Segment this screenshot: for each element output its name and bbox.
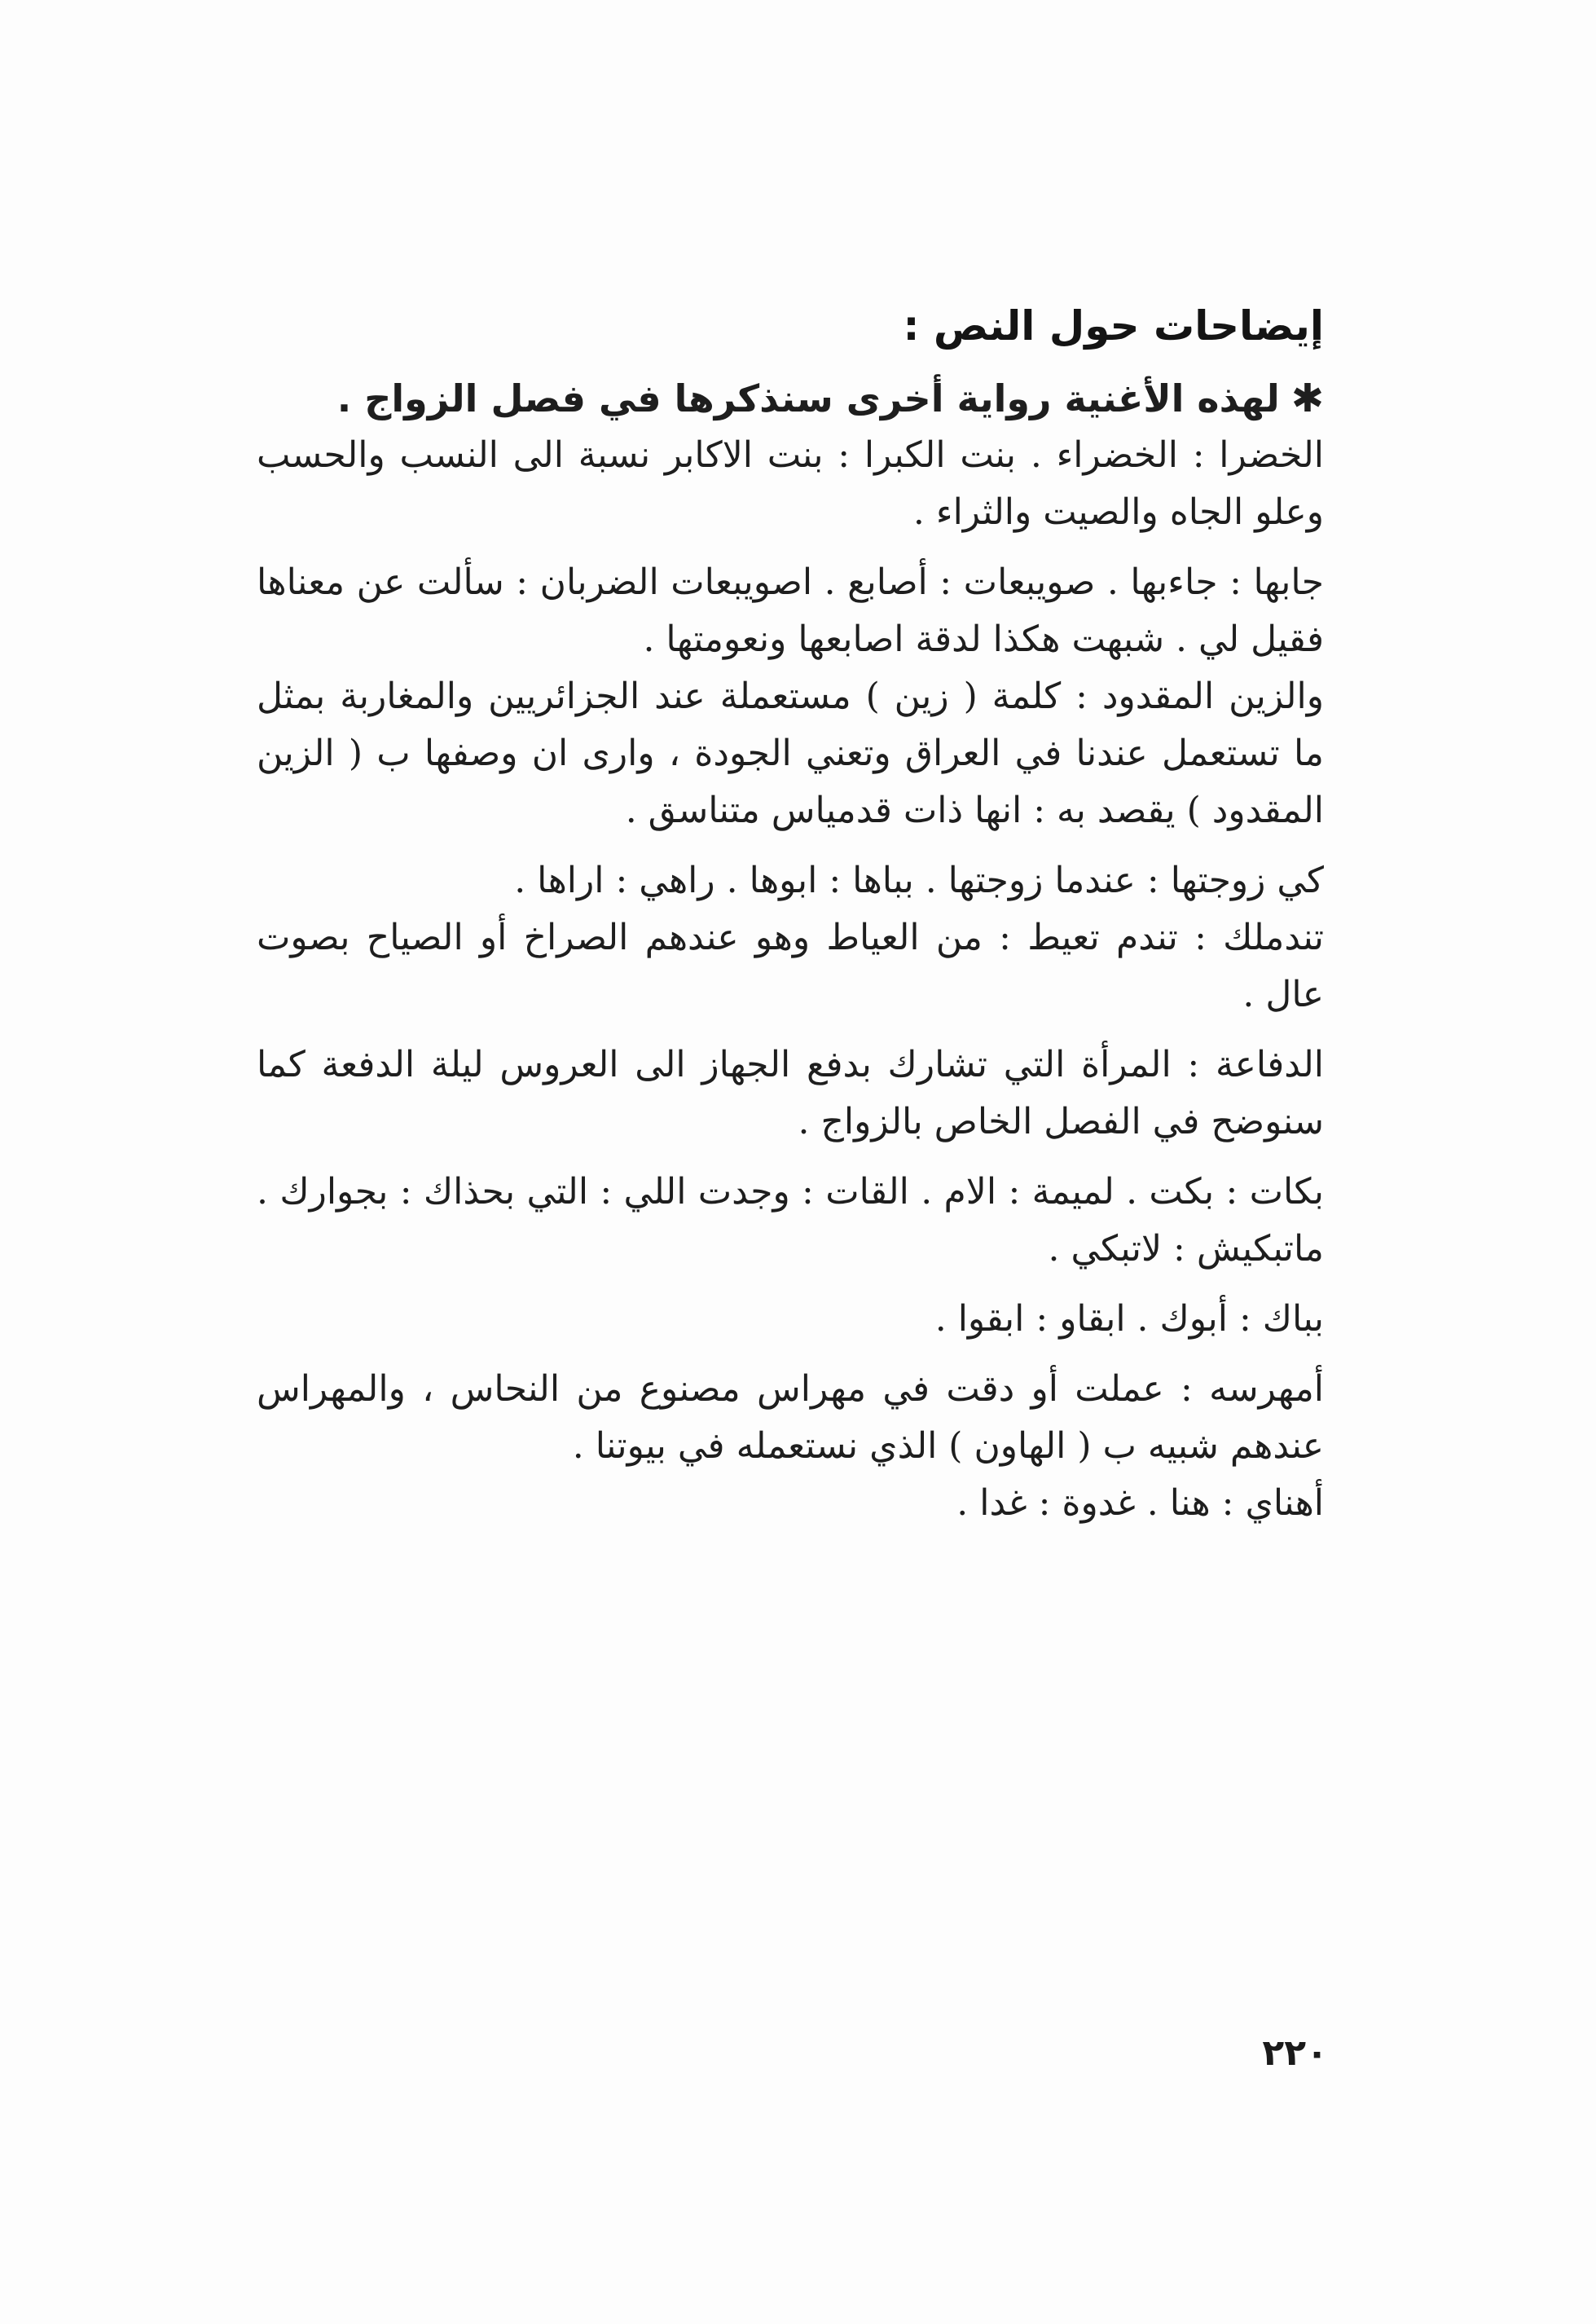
asterisk-icon: ✱: [1290, 376, 1324, 421]
paragraph-khadra: الخضرا : الخضراء . بنت الكبرا : بنت الاكابر نسبة الى النسب والحسب وعلو الجاه والصيت والثراء .: [257, 434, 1324, 533]
paragraph-bbak: بباك : أبوك . ابقاو : ابقوا .: [934, 1298, 1324, 1340]
text-body: [257, 293, 1324, 1532]
paragraph-zawajtha: كي زوجتها : عندما زوجتها . بباها : ابوها . راهي : اراها .: [514, 860, 1324, 901]
paragraph-bkat: بكات : بكت . لميمة : الام . القات : وجدت اللي : التي بحذاك : بجوارك . ماتبكيش : لاتبكي .: [257, 1171, 1324, 1270]
paragraph-tandamlak: تندملك : تندم تعيط : من العياط وهو عندهم الصراخ أو الصياح بصوت عال .: [257, 917, 1324, 1015]
paragraph-mahrasa: أمهرسه : عملت أو دقت في مهراس مصنوع من النحاس ، والمهراس عندهم شبيه ب ( الهاون ) الذي نستعمله في بيوتنا .: [257, 1368, 1324, 1467]
note-text: لهذه الأغنية رواية أخرى سنذكرها في فصل الزواج .: [336, 376, 1280, 420]
paragraph-jabha: جابها : جاءبها . صويبعات : أصابع . اصويبعات الضربان : سألت عن معناها فقيل لي . شبهت هكذا لدقة اصابعها ونعومتها .: [257, 561, 1324, 660]
paragraph-zin: والزين المقدود : كلمة ( زين ) مستعملة عند الجزائريين والمغاربة بمثل ما تستعمل عندنا في العراق وتعني الجودة ، وارى ان وصفها ب ( الزين المقدود ) يقصد به : انها ذات قدمياس متناسق .: [257, 676, 1324, 831]
note-line: [257, 370, 1324, 427]
paragraph-daffa: الدفاعة : المرأة التي تشارك بدفع الجهاز الى العروس ليلة الدفعة كما سنوضح في الفصل الخاص بالزواج .: [257, 1044, 1324, 1142]
paragraph-ahnay: أهناي : هنا . غدوة : غدا .: [956, 1482, 1324, 1524]
section-heading: إيضاحات حول النص :: [903, 302, 1324, 350]
page-number: ٢٢٠: [1262, 2032, 1328, 2074]
